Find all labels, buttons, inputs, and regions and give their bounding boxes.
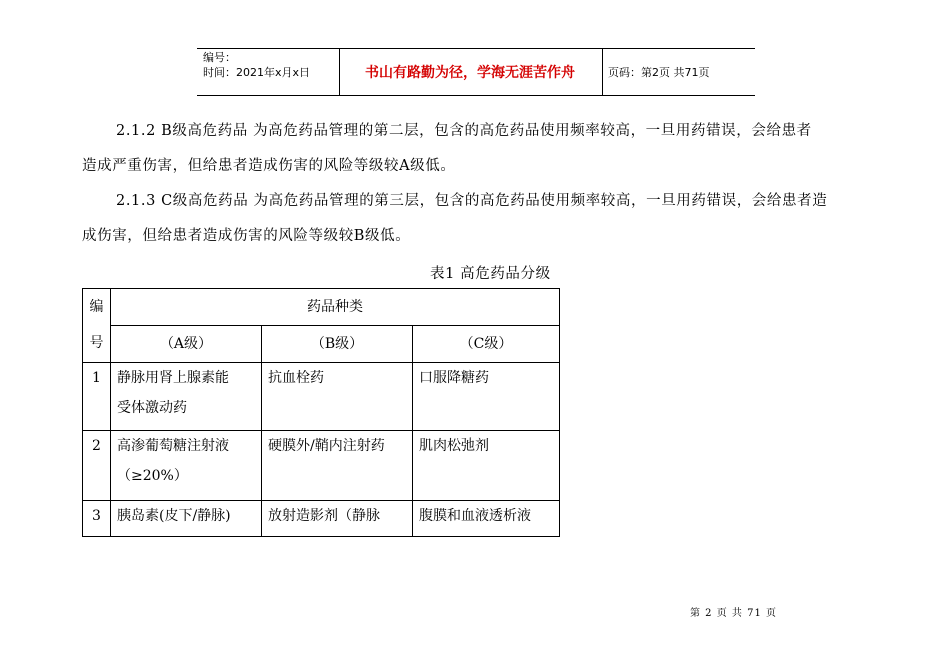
row-number: 1	[83, 363, 111, 431]
cell-line: 高渗葡萄糖注射液	[117, 438, 229, 454]
drug-classification-table	[82, 288, 560, 537]
level-b-cell: 硬膜外/鞘内注射药	[262, 431, 413, 501]
level-b-cell: 抗血栓药	[262, 363, 413, 431]
paragraph-line: 成伤害，但给患者造成伤害的风险等级较B级低。	[82, 228, 411, 244]
table-level-row	[83, 326, 560, 363]
header-bottom-rule	[197, 95, 755, 96]
table-row	[83, 431, 560, 501]
header-time-label: 时间：2021年x月x日	[203, 66, 311, 79]
level-b-cell: 放射造影剂（静脉	[262, 501, 413, 537]
cell-line: （≥20%）	[117, 468, 188, 484]
header-top-rule	[197, 48, 755, 49]
paragraph-line: 2.1.2 B级高危药品 为高危药品管理的第二层，包含的高危药品使用频率较高，一旦用药错误，会给患者	[116, 123, 812, 139]
paragraph-2-1-3	[82, 184, 872, 254]
table-row	[83, 363, 560, 431]
number-header-cell	[83, 289, 111, 363]
header-meta	[203, 50, 310, 80]
paragraph-line: 2.1.3 C级高危药品 为高危药品管理的第三层，包含的高危药品使用频率较高，一旦用药错误，会给患者造	[116, 193, 828, 209]
row-number: 3	[83, 501, 111, 537]
header-number-label: 编号：	[203, 51, 236, 64]
cell-line: 静脉用肾上腺素能	[117, 370, 229, 386]
level-c-header: （C级）	[413, 326, 560, 363]
level-c-cell: 腹膜和血液透析液	[413, 501, 560, 537]
page-footer: 第 2 页 共 71 页	[690, 608, 777, 619]
cell-line: 受体激动药	[117, 400, 187, 416]
table-caption: 表1 高危药品分级	[430, 266, 551, 282]
level-a-cell	[111, 431, 262, 501]
paragraph-line: 造成严重伤害，但给患者造成伤害的风险等级较A级低。	[82, 158, 456, 174]
number-header-line1: 编	[89, 299, 104, 315]
table-row	[83, 501, 560, 537]
row-number: 2	[83, 431, 111, 501]
number-header-line2: 号	[89, 335, 104, 351]
level-c-cell: 肌肉松弛剂	[413, 431, 560, 501]
page-header	[197, 48, 755, 96]
level-b-header: （B级）	[262, 326, 413, 363]
level-a-cell: 胰岛素(皮下/静脉)	[111, 501, 262, 537]
level-c-cell: 口服降糖药	[413, 363, 560, 431]
header-motto: 书山有路勤为径，学海无涯苦作舟	[365, 65, 575, 81]
header-page-info: 页码：第2页 共71页	[608, 66, 710, 79]
level-a-header: （A级）	[111, 326, 262, 363]
header-divider-right	[602, 48, 603, 96]
level-a-cell	[111, 363, 262, 431]
category-header-cell: 药品种类	[111, 289, 560, 326]
table-header-row	[83, 289, 560, 326]
paragraph-2-1-2	[82, 114, 872, 184]
